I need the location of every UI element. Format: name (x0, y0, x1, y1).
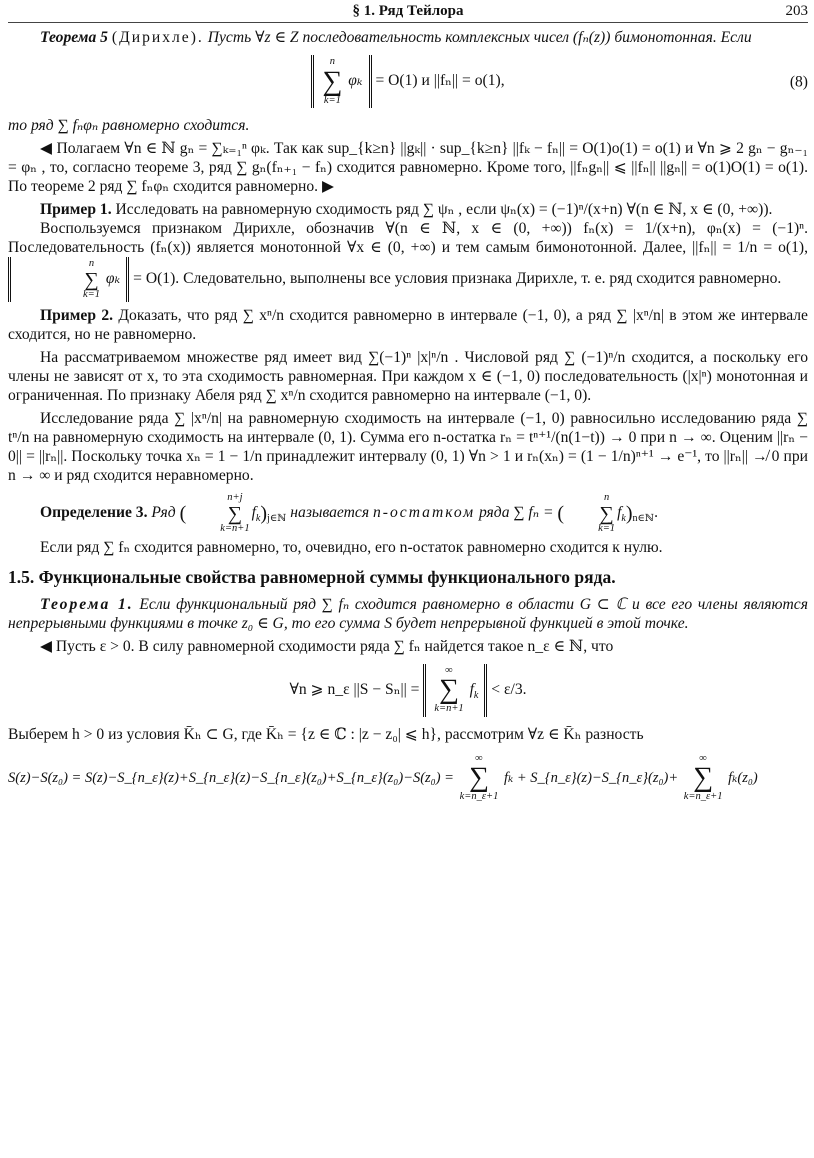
definition-3-text-2: называется (290, 504, 370, 522)
sum-symbol (322, 57, 342, 106)
definition-3-term: n-остатком (372, 504, 476, 522)
sum-norm-thm1 (423, 664, 487, 717)
formula-8 (8, 55, 808, 108)
sigma-glyph: ∑ (227, 502, 243, 525)
example-1-label: Пример 1. (40, 201, 112, 219)
theorem-1-label: Теорема 1. (40, 595, 134, 613)
f-k: $f_k$ (251, 504, 261, 525)
example-2-solution-1: На рассматриваемом множестве ряд имеет вид ∑(−1)ⁿ |x|ⁿ/n . Числовой ряд ∑ (−1)ⁿ/n сходится, а поскольку его члены не зависят от x, то эта сходимость равномерная. При каждом x ∈ (−1, 0) последовательность (|x|ⁿ) монотонная и ограниченная. По признаку Абеля ряд ∑ xⁿ/n сходится равномерно на интервале (−1, 0). (8, 349, 808, 405)
sum-symbol-def-1 (188, 493, 249, 534)
paren-open: ( (557, 502, 565, 525)
sum-upper-limit: ∞ (699, 752, 707, 764)
sum-symbol-last-2 (684, 754, 723, 803)
sum-term: φₖ (105, 270, 121, 288)
sum-symbol-def-2 (566, 493, 615, 534)
header-rule (8, 22, 808, 23)
definition-3-remark: Если ряд ∑ fₙ сходится равномерно, то, очевидно, его n-остаток равномерно сходится к нулю. (40, 539, 663, 557)
difference-right: fₖ(z₀) (728, 769, 758, 786)
sum-upper-limit: n (88, 258, 95, 270)
sigma-glyph: ∑ (322, 65, 343, 97)
sum-lower-limit: k=1 (598, 522, 616, 534)
sum-norm-ex1 (8, 257, 129, 302)
example-2-solution-2: Исследование ряда ∑ |xⁿ/n| на равномерную сходимость на интервале (−1, 0) равносильно исследованию ряда ∑ tⁿ/n на равномерную сходимость на интервале (0, 1). Сумма его n-остатка rₙ = tⁿ⁺¹/(n(1−t)) → 0 при n → ∞. Оценим ||rₙ − 0|| = ||rₙ||. Поскольку точка xₙ = 1 − 1/n принадлежит интервалу (0, 1) ∀n > 1 и rₙ(xₙ) = (1 − 1/n)ⁿ⁺¹ → e⁻¹, то ||rₙ|| ↛ 0 при n → ∞ и ряд сходится неравномерно. (8, 410, 808, 485)
example-2 (8, 306, 808, 344)
formula-right: < ε/3. (491, 680, 527, 698)
example-2-text: Доказать, что ряд ∑ xⁿ/n сходится равномерно в интервале (−1, 0), а ряд ∑ |xⁿ/n| в этом же интервале сходится, но не равномерно. (8, 307, 808, 344)
sum-term: φₖ (348, 72, 363, 90)
sigma-glyph: ∑ (599, 502, 614, 525)
theorem-1 (8, 595, 808, 633)
sigma-glyph: ∑ (693, 762, 714, 794)
definition-3: Определение 3. Ряд ( n+j ∑ k=n+1 $f_k)_{j\in ℕ}$ называется n-остатком ряда ∑ fₙ = ( n ∑ k=1 $f_k)_{n\in ℕ}$. (40, 492, 658, 534)
definition-3-text-1: Ряд (151, 504, 176, 522)
sum-symbol-ex1 (51, 259, 100, 300)
theorem-5 (8, 28, 808, 47)
sum-lower-limit: k=n+1 (434, 703, 464, 715)
index-set-1: j∈ℕ (267, 513, 287, 525)
difference-middle: fₖ + S_{n_ε}(z)−S_{n_ε}(z₀)+ (503, 769, 679, 786)
formula-difference (8, 754, 808, 803)
sigma-glyph: ∑ (439, 674, 459, 706)
theorem-5-label: Теорема 5 (40, 29, 108, 46)
sum-lower-limit: k=n+1 (220, 522, 250, 534)
sum-lower-limit: k=n_ε+1 (683, 791, 723, 803)
formula-left: ∀n ⩾ n_ε ||S − Sₙ|| = (289, 680, 420, 698)
sum-symbol-last-1 (460, 754, 499, 803)
formula-uniform-bound (8, 664, 808, 717)
paren-close: ) (625, 502, 633, 525)
theorem-5-conclusion: то ряд ∑ fₙφₙ равномерно сходится. (8, 117, 250, 135)
theorem-5-name: (Дирихле). (111, 29, 204, 46)
formula-8-rest: = O(1) и ||fₙ|| = o(1), (375, 72, 505, 90)
running-header (8, 2, 808, 24)
example-2-label: Пример 2. (40, 307, 114, 325)
theorem-1-proof-start: ◀ Пусть ε > 0. В силу равномерной сходимости ряда ∑ fₙ найдется такое n_ε ∈ ℕ, что (40, 637, 614, 655)
sum-upper-limit: ∞ (445, 664, 453, 676)
theorem-1-text: Если функциональный ряд ∑ fₙ сходится равномерно в области G ⊂ ℂ и все его члены являются непрерывными функциями в точке z₀ ∈ G, то его сумма S будет непрерывной функцией в этой точке. (8, 595, 808, 632)
example-1-text: Исследовать на равномерную сходимость ряд ∑ ψₙ , если ψₙ(x) = (−1)ⁿ/(x+n) ∀(n ∈ ℕ, x ∈ (0, +∞)). (115, 201, 773, 219)
proof-theorem-5: ◀ Полагаем ∀n ∈ ℕ gₙ = ∑ₖ₌₁ⁿ φₖ. Так как sup_{k≥n} ||gₖ|| · sup_{k≥n} ||fₖ − fₙ|| = O(1)o(1) = o(1) и ∀n ⩾ 2 gₙ − gₙ₋₁ = φₙ , то, согласно теореме 3, ряд ∑ gₙ(fₙ₊₁ − fₙ) сходится равномерно. Кроме того, ||fₙgₙ|| ⩽ ||fₙ|| ||gₙ|| = o(1)O(1) = o(1). По теореме 2 ряд ∑ fₙφₙ сходится равномерно. ▶ (8, 140, 808, 196)
difference-left: S(z)−S(z₀) = S(z)−S_{n_ε}(z)+S_{n_ε}(z)−S_{n_ε}(z₀)+S_{n_ε}(z₀)−S(z₀) = (8, 769, 454, 786)
example-1-solution (8, 219, 808, 302)
sum-lower-limit: k=1 (83, 288, 100, 300)
example-1-solution-a: Воспользуемся признаком Дирихле, обозначив ∀(n ∈ ℕ, x ∈ (0, +∞)) fₙ(x) = 1/(x+n), φₙ(x) = (−1)ⁿ. Последовательность (fₙ(x)) является монотонной ∀x ∈ (0, +∞) и тем самым бимонотонной. Далее, ||fₙ|| = 1/n = o(1), (8, 220, 808, 257)
page (8, 0, 808, 1158)
sum-norm (311, 55, 371, 108)
index-set-2: n∈ℕ (632, 513, 655, 525)
sigma-glyph: ∑ (468, 762, 489, 794)
sum-lower-limit: k=n_ε+1 (459, 791, 499, 803)
sum-lower-limit: k=1 (323, 94, 341, 106)
sum-upper-limit: n (603, 492, 610, 504)
equation-number: (8) (789, 73, 808, 91)
example-1 (8, 200, 808, 219)
paren-close: ) (260, 502, 268, 525)
header-title: § 1. Ряд Тейлора (352, 3, 464, 19)
theorem-5-text: Пусть ∀z ∈ Z последовательность комплексных чисел (fₙ(z)) бимонотонная. Если (207, 29, 752, 46)
page-number: 203 (785, 3, 808, 19)
definition-3-text-3: ряда ∑ fₙ = (478, 504, 554, 522)
sum-upper-limit: n+j (227, 492, 243, 504)
definition-3-label: Определение 3. (40, 504, 148, 522)
f-k: $f_k$ (617, 504, 626, 525)
sum-symbol-thm1 (434, 666, 463, 715)
sum-upper-limit: n (329, 56, 335, 68)
section-heading: 1.5. Функциональные свойства равномерной суммы функционального ряда. (8, 567, 616, 588)
sum-upper-limit: ∞ (475, 752, 483, 764)
example-1-solution-b: = O(1). Следовательно, выполнены все условия признака Дирихле, т. е. ряд сходится равномерно. (133, 270, 782, 288)
paren-open: ( (179, 502, 187, 525)
sigma-glyph: ∑ (84, 268, 99, 291)
f-k: $f_k$ (469, 680, 479, 701)
theorem-1-choose: Выберем h > 0 из условия K̄ₕ ⊂ G, где K̄ₕ = {z ∈ ℂ : |z − z₀| ⩽ h}, рассмотрим ∀z ∈ K̄ₕ разность (8, 725, 644, 743)
